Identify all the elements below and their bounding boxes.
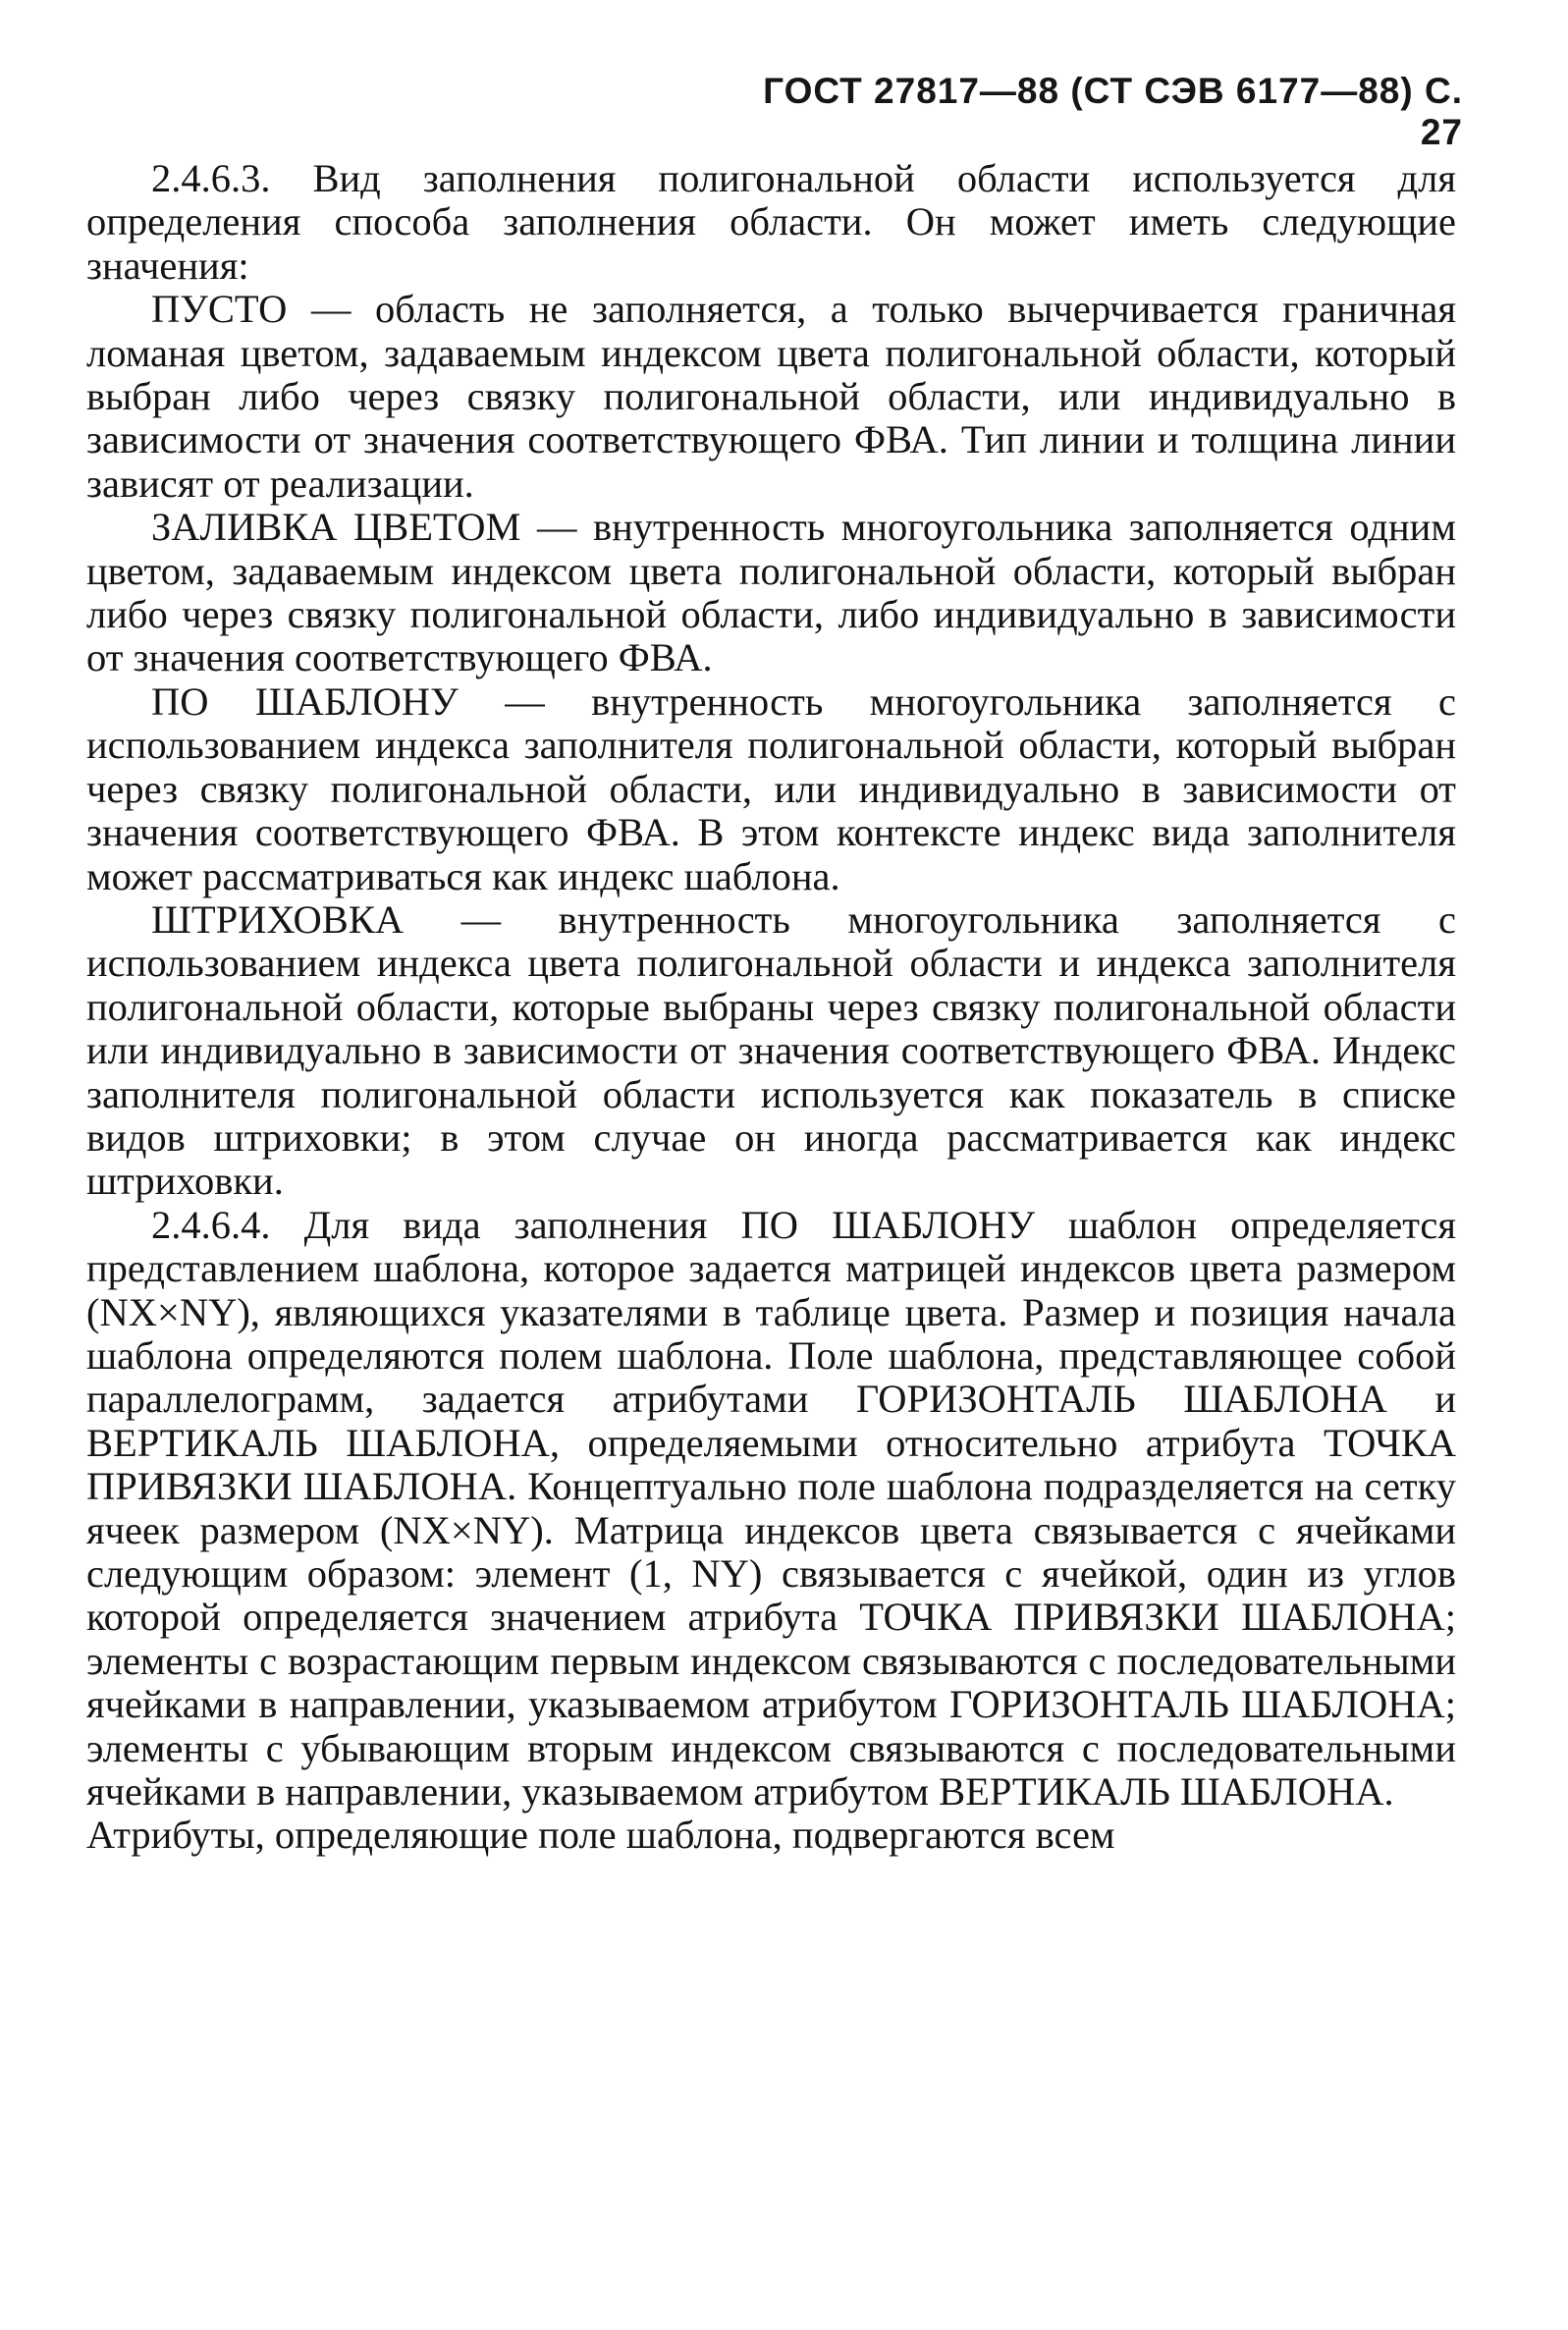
paragraph-continued: Атрибуты, определяющие поле шаблона, подвергаются всем xyxy=(86,1813,1115,1858)
paragraph-zalivka-cvetom: ЗАЛИВКА ЦВЕТОМ — внутренность многоугольника заполняется одним цветом, задаваемым индексом цвета полигональной области, который выбран либо через связку полигональной области, либо индивидуально в зависимости от значения соответствующего ФВА. xyxy=(86,505,1456,680)
paragraph-2-4-6-4: 2.4.6.4. Для вида заполнения ПО ШАБЛОНУ шаблон определяется представлением шаблона, которое задается матрицей индексов цвета размером (NX×NY), являющихся указателями в таблице цвета. Размер и позиция начала шаблона определяются полем шаблона. Поле шаблона, представляющее собой параллелограмм, задается атрибутами ГОРИЗОНТАЛЬ ШАБЛОНА и ВЕРТИКАЛЬ ШАБЛОНА, определяемыми относительно атрибута ТОЧКА ПРИВЯЗКИ ШАБЛОНА. Концептуально поле шаблона подразделяется на сетку ячеек размером (NX×NY). Матрица индексов цвета связывается с ячейками следующим образом: элемент (1, NY) связывается с ячейкой, один из углов которой определяется значением атрибута ТОЧКА ПРИВЯЗКИ ШАБЛОНА; элементы с возрастающим первым индексом связываются с последовательными ячейками в направлении, указываемом атрибутом ГОРИЗОНТАЛЬ ШАБЛОНА; элементы с убывающим вторым индексом связываются с последовательными ячейками в направлении, указываемом атрибутом ВЕРТИКАЛЬ ШАБЛОНА. xyxy=(86,1202,1456,1815)
body-text xyxy=(86,157,1456,1858)
paragraph-2-4-6-3: 2.4.6.3. Вид заполнения полигональной области используется для определения способа заполнения области. Он может иметь следующие значения: xyxy=(86,156,1456,288)
paragraph-shtrihovka: ШТРИХОВКА — внутренность многоугольника заполняется с использованием индекса цвета полигональной области и индекса заполнителя полигональной области, которые выбраны через связку полигональной области или индивидуально в зависимости от значения соответствующего ФВА. Индекс заполнителя полигональной области используется как показатель в списке видов штриховки; в этом случае он иногда рассматривается как индекс штриховки. xyxy=(86,896,1456,1204)
page-header: ГОСТ 27817—88 (СТ СЭВ 6177—88) С. 27 xyxy=(763,71,1463,152)
paragraph-po-shablonu: ПО ШАБЛОНУ — внутренность многоугольника заполняется с использованием индекса заполнителя полигональной области, который выбран через связку полигональной области, или индивидуально в зависимости от значения соответствующего ФВА. В этом контексте индекс вида заполнителя может рассматриваться как индекс шаблона. xyxy=(86,678,1456,898)
paragraph-pusto: ПУСТО — область не заполняется, а только вычерчивается граничная ломаная цветом, задаваемым индексом цвета полигональной области, который выбран либо через связку полигональной области, или индивидуально в зависимости от значения соответствующего ФВА. Тип линии и толщина линии зависят от реализации. xyxy=(86,287,1456,506)
